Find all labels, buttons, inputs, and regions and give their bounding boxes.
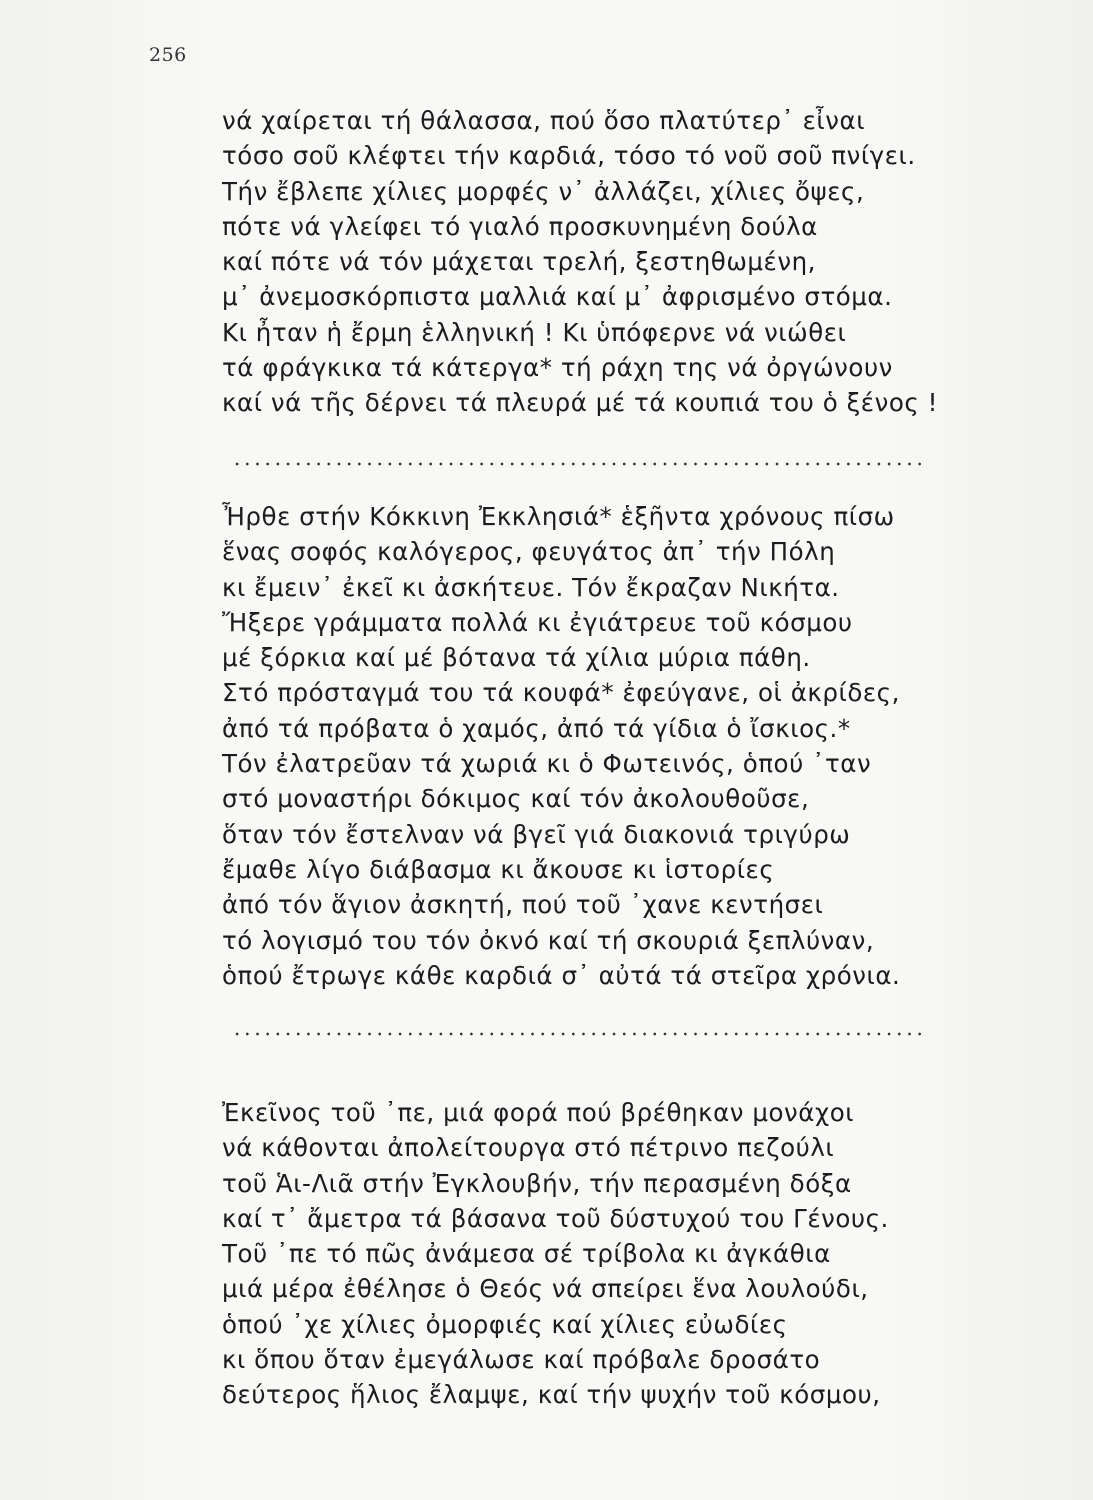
verse-line: Ἤξερε γράμματα πολλά κι ἐγιάτρευε τοῦ κόσμου [222, 607, 853, 637]
verse-line: Κι ἦταν ἡ ἔρμη ἑλληνική ! Κι ὑπόφερνε νά νιώθει [222, 317, 847, 347]
verse-line: ὅταν τόν ἔστελναν νά βγεῖ γιά διακονιά τριγύρω [222, 819, 851, 849]
verse-line: μιά μέρα ἐθέλησε ὁ Θεός νά σπείρει ἕνα λουλούδι, [222, 1274, 869, 1304]
dotted-separator [232, 1032, 922, 1036]
verse-line: Ἐκεῖνος τοῦ ᾿πε, μιά φορά πού βρέθηκαν μονάχοι [222, 1098, 855, 1127]
verse-line: κι ὅπου ὅταν ἐμεγάλωσε καί πρόβαλε δροσάτο [222, 1345, 821, 1375]
verse-line: Τόν ἐλατρεῦαν τά χωριά κι ὁ Φωτεινός, ὁπού ᾿ταν [222, 749, 872, 779]
verse-line: στό μοναστήρι δόκιμος καί τόν ἀκολουθοῦσε, [222, 784, 810, 814]
verse-line: κι ἔμειν᾿ ἐκεῖ κι ἀσκήτευε. Τόν ἔκραζαν Νικήτα. [222, 572, 840, 602]
page-number: 256 [149, 44, 187, 66]
verse-line: μ᾿ ἀνεμοσκόρπιστα μαλλιά καί μ᾿ ἀφρισμένο στόμα. [222, 282, 893, 312]
dotted-separator [232, 462, 922, 466]
verse-line: πότε νά γλείφει τό γιαλό προσκυνημένη δούλα [222, 211, 818, 241]
verse-line: ὁπού ἔτρωγε κάθε καρδιά σ᾿ αὐτά τά στεῖρα χρόνια. [222, 960, 901, 990]
verse-line: Ἦρθε στήν Κόκκινη Ἐκκλησιά* ἑξῆντα χρόνους πίσω [222, 502, 895, 531]
verse-line: καί νά τῆς δέρνει τά πλευρά μέ τά κουπιά του ὁ ξένος ! [222, 388, 939, 418]
verse-line: ἕνας σοφός καλόγερος, φευγάτος ἀπ᾿ τήν Πόλη [222, 537, 836, 567]
verse-line: Στό πρόσταγμά του τά κουφά* ἐφεύγανε, οἱ ἀκρίδες, [222, 678, 900, 708]
verse-line: νά κάθονται ἀπολείτουργα στό πέτρινο πεζούλι [222, 1133, 835, 1163]
verse-line: ἀπό τόν ἅγιον ἀσκητή, πού τοῦ ᾿χανε κεντήσει [222, 890, 824, 920]
verse-line: τοῦ Ἁι-Λιᾶ στήν Ἐγκλουβήν, τήν περασμένη δόξα [222, 1168, 852, 1198]
stanza-2 [222, 499, 982, 993]
verse-line: Τοῦ ᾿πε τό πῶς ἀνάμεσα σέ τρίβολα κι ἀγκάθια [222, 1239, 831, 1269]
verse-line: ἀπό τά πρόβατα ὁ χαμός, ἀπό τά γίδια ὁ ἴσκιος.* [222, 713, 851, 743]
verse-line: μέ ξόρκια καί μέ βότανα τά χίλια μύρια πάθη. [222, 643, 811, 673]
verse-line: καί πότε νά τόν μάχεται τρελή, ξεστηθωμένη, [222, 247, 816, 277]
verse-line: τά φράγκικα τά κάτεργα* τή ράχη της νά ὀργώνουν [222, 353, 893, 383]
verse-line: δεύτερος ἥλιος ἔλαμψε, καί τήν ψυχήν τοῦ κόσμου, [222, 1380, 881, 1410]
stanza-3 [222, 1095, 982, 1413]
stanza-1 [222, 103, 982, 421]
verse-line: καί τ᾿ ἄμετρα τά βάσανα τοῦ δύστυχού του Γένους. [222, 1203, 889, 1233]
verse-line: νά χαίρεται τή θάλασσα, πού ὅσο πλατύτερ᾿ εἶναι [222, 106, 866, 135]
verse-line: ὁπού ᾿χε χίλιες ὀμορφιές καί χίλιες εὐωδίες [222, 1309, 788, 1339]
verse-line: Τήν ἔβλεπε χίλιες μορφές ν᾿ ἀλλάζει, χίλιες ὄψες, [222, 176, 865, 206]
verse-line: ἔμαθε λίγο διάβασμα κι ἄκουσε κι ἱστορίες [222, 854, 775, 884]
verse-line: τόσο σοῦ κλέφτει τήν καρδιά, τόσο τό νοῦ σοῦ πνίγει. [222, 141, 916, 171]
verse-line: τό λογισμό του τόν ὀκνό καί τή σκουριά ξεπλύναν, [222, 925, 875, 955]
